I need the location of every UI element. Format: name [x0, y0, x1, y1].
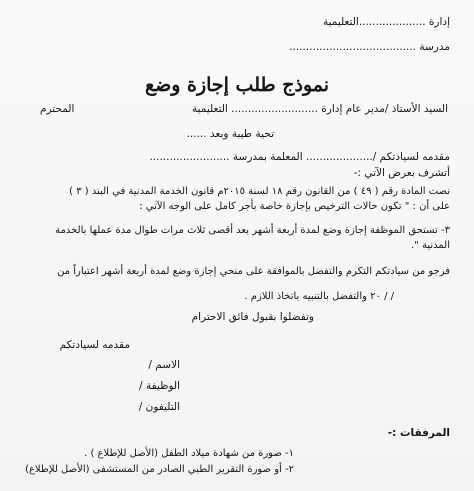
body-paragraph-1-line-2: على أن : " تكون حالات الترخيص بإجازة خاصة بأجر كامل على الوجه الآتي : — [139, 201, 450, 212]
directorate-line: إدارة ....................التعليمية — [322, 16, 450, 28]
intro-line: أتشرف بعرض الآتي :- — [353, 167, 450, 179]
signature-phone-label: التليفون / — [138, 401, 180, 413]
signature-name-label: الاسم / — [148, 359, 180, 371]
closing-line: وتفضلوا بقبول فائق الاحترام — [191, 311, 314, 323]
signature-job-label: الوظيفة / — [139, 380, 180, 392]
request-line-1: فرجو من سيادتكم التكرم والتفضل بالموافقة على منحي إجازة وضع لمدة أربعة أشهر اعتباراً من — [57, 266, 450, 277]
body-paragraph-2-line-2: المدنية ". — [411, 240, 450, 251]
request-line-2: / / ٢٠ والتفضل بالتنبيه باتخاذ اللازم . — [244, 291, 394, 302]
body-paragraph-2-line-1: ٣- تستحق الموظفة إجازة وضع لمدة أربعة أشهر بعد أقصى ثلاث مرات طوال مدة عملها بالخدمة — [55, 225, 450, 236]
respected-label: المحترم — [40, 103, 75, 115]
attachment-item-1: ١- صورة من شهادة ميلاد الطفل (الأصل للإطلاع ) . — [84, 448, 294, 459]
attachments-label: المرفقات :- — [387, 427, 450, 439]
attachment-item-2: ٢- أو صورة التقرير الطبي الصادر من المستشفى (الأصل للإطلاع) — [25, 464, 294, 475]
form-title: نموذج طلب إجازة وضع — [144, 74, 330, 96]
signature-submitted-label: مقدمه لسيادتكم — [59, 339, 130, 351]
addressee-line: السيد الأستاذ /مدير عام إدارة .......................... التعليمية — [191, 103, 448, 115]
submitted-by-line: مقدمه لسيادتكم /.................... المعلمة بمدرسة ........................ — [149, 151, 450, 163]
school-line: مدرسة ...................................... — [289, 41, 450, 53]
greeting-line: تحية طيبة وبعد ...... — [186, 128, 274, 140]
body-paragraph-1-line-1: نصت المادة رقم ( ٤٩ ) من القانون رقم ١٨ لسنة ٢٠١٥م قانون الخدمة المدنية في البند ( ٣ ) — [69, 186, 450, 197]
